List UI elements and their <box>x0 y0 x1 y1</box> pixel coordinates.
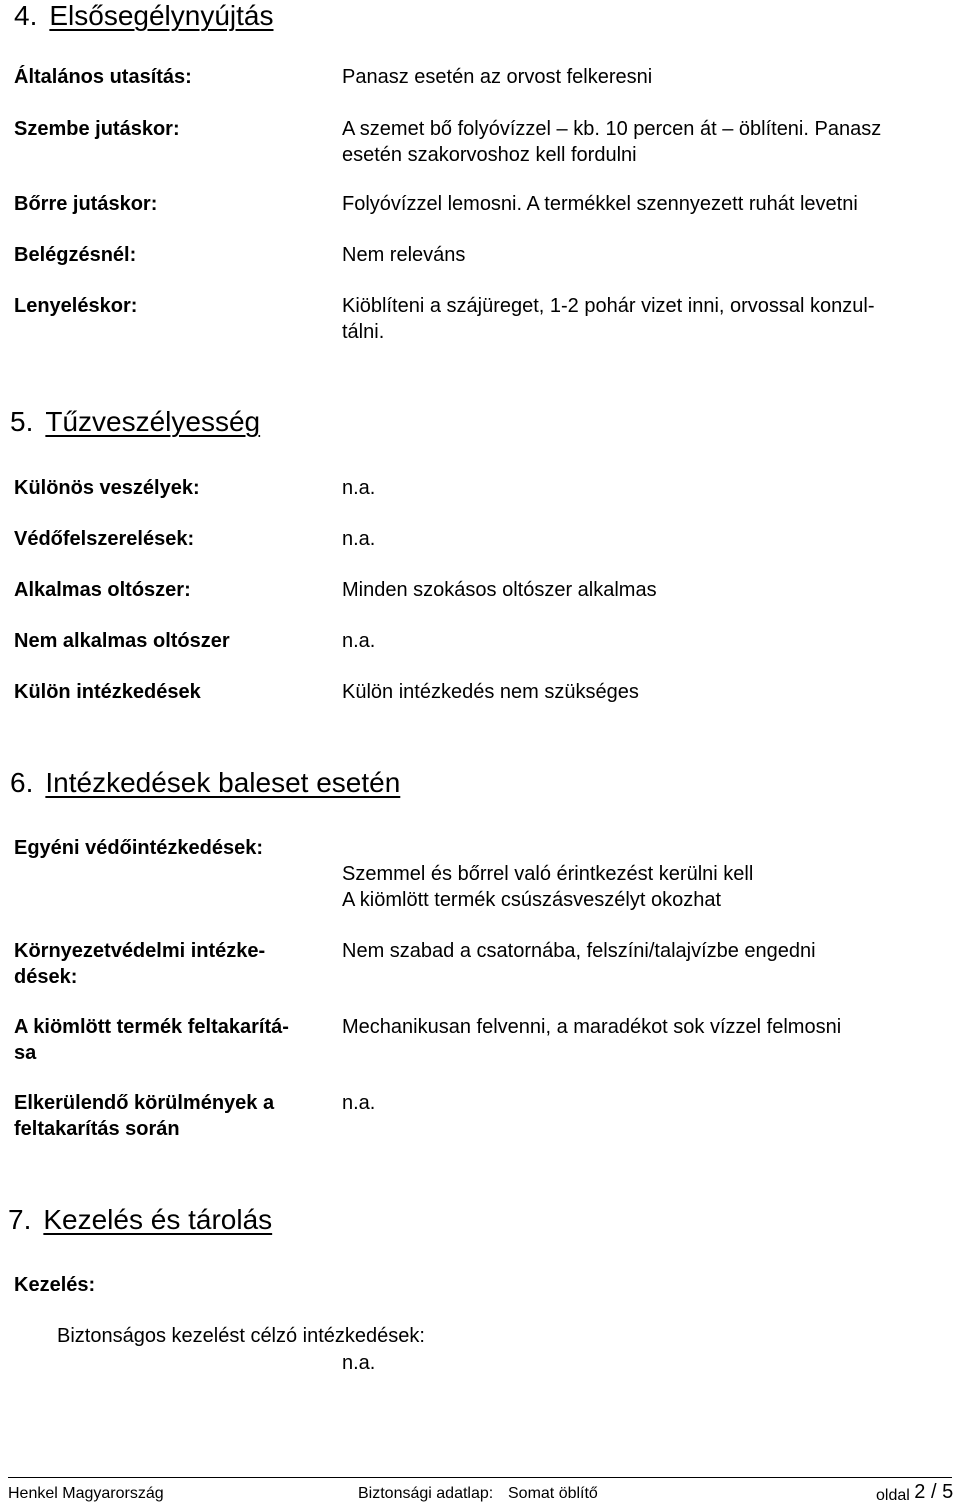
row-value: Nem szabad a csatornába, felszíni/talajvízbe engedni <box>342 940 816 962</box>
kezeles-label: Kezelés: <box>14 1274 96 1296</box>
row-value: Minden szokásos oltószer alkalmas <box>342 579 657 601</box>
footer-company: Henkel Magyarország <box>8 1485 164 1502</box>
section-number: 4. <box>14 0 38 31</box>
row-label: Külön intézkedések <box>14 681 201 703</box>
row-value: Mechanikusan felvenni, a maradékot sok vízzel felmosni <box>342 1016 842 1038</box>
row-label: Nem alkalmas oltószer <box>14 630 230 652</box>
section-7-heading <box>8 1204 272 1236</box>
footer-page-word: oldal <box>876 1487 910 1504</box>
section-number: 6. <box>10 767 34 798</box>
row-value: Külön intézkedés nem szükséges <box>342 681 639 703</box>
row-label: Egyéni védőintézkedések: <box>14 837 263 859</box>
row-value-cont: esetén szakorvoshoz kell fordulni <box>342 144 637 166</box>
row-label: Belégzésnél: <box>14 244 137 266</box>
row-label: Különös veszélyek: <box>14 477 200 499</box>
footer-page-current: 2 <box>914 1481 926 1503</box>
section-title: Kezelés és tárolás <box>43 1204 273 1235</box>
row-label: Általános utasítás: <box>14 66 192 88</box>
row-label: Szembe jutáskor: <box>14 118 180 140</box>
row-value: n.a. <box>342 528 376 550</box>
row-label-cont: feltakarítás során <box>14 1118 180 1140</box>
row-value: Nem releváns <box>342 244 466 266</box>
section-number: 7. <box>8 1204 32 1235</box>
row-value-cont: tálni. <box>342 321 385 343</box>
row-value: n.a. <box>342 477 376 499</box>
row-label: Bőrre jutáskor: <box>14 193 158 215</box>
section-number: 5. <box>10 406 34 437</box>
row-value: n.a. <box>342 1092 376 1114</box>
row-label: Lenyeléskor: <box>14 295 138 317</box>
section-title: Intézkedések baleset esetén <box>45 767 401 798</box>
footer-product: Somat öblítő <box>508 1485 598 1502</box>
safe-handling-value: n.a. <box>342 1352 376 1374</box>
row-label: Védőfelszerelések: <box>14 528 195 550</box>
row-label: Elkerülendő körülmények a <box>14 1092 275 1114</box>
row-value: n.a. <box>342 630 376 652</box>
row-label: Alkalmas oltószer: <box>14 579 191 601</box>
row-value: Folyóvízzel lemosni. A termékkel szennyezett ruhát levetni <box>342 193 858 215</box>
row-value: Szemmel és bőrrel való érintkezést kerülni kell <box>342 863 754 885</box>
section-title: Elsősegélynyújtás <box>49 0 274 31</box>
section-6-heading <box>10 767 400 799</box>
section-5-heading <box>10 406 260 438</box>
row-value-cont: A kiömlött termék csúszásveszélyt okozhat <box>342 889 722 911</box>
footer-doc-label: Biztonsági adatlap: <box>358 1485 494 1502</box>
footer-page-total: 5 <box>942 1481 954 1503</box>
footer-divider <box>8 1477 952 1478</box>
row-label-cont: dések: <box>14 966 78 988</box>
section-title: Tűzveszélyesség <box>45 406 261 437</box>
safe-handling-label: Biztonságos kezelést célzó intézkedések: <box>57 1325 425 1347</box>
row-value: Panasz esetén az orvost felkeresni <box>342 66 653 88</box>
row-label: Környezetvédelmi intézke- <box>14 940 266 962</box>
row-value: Kiöblíteni a szájüreget, 1-2 pohár vizet inni, orvossal konzul- <box>342 295 875 317</box>
row-label: A kiömlött termék feltakarítá- <box>14 1016 289 1038</box>
row-label-cont: sa <box>14 1042 37 1064</box>
footer-page-indicator: oldal 2 / 5 <box>876 1481 954 1504</box>
section-4-heading <box>14 0 273 32</box>
row-value: A szemet bő folyóvízzel – kb. 10 percen át – öblíteni. Panasz <box>342 118 882 140</box>
